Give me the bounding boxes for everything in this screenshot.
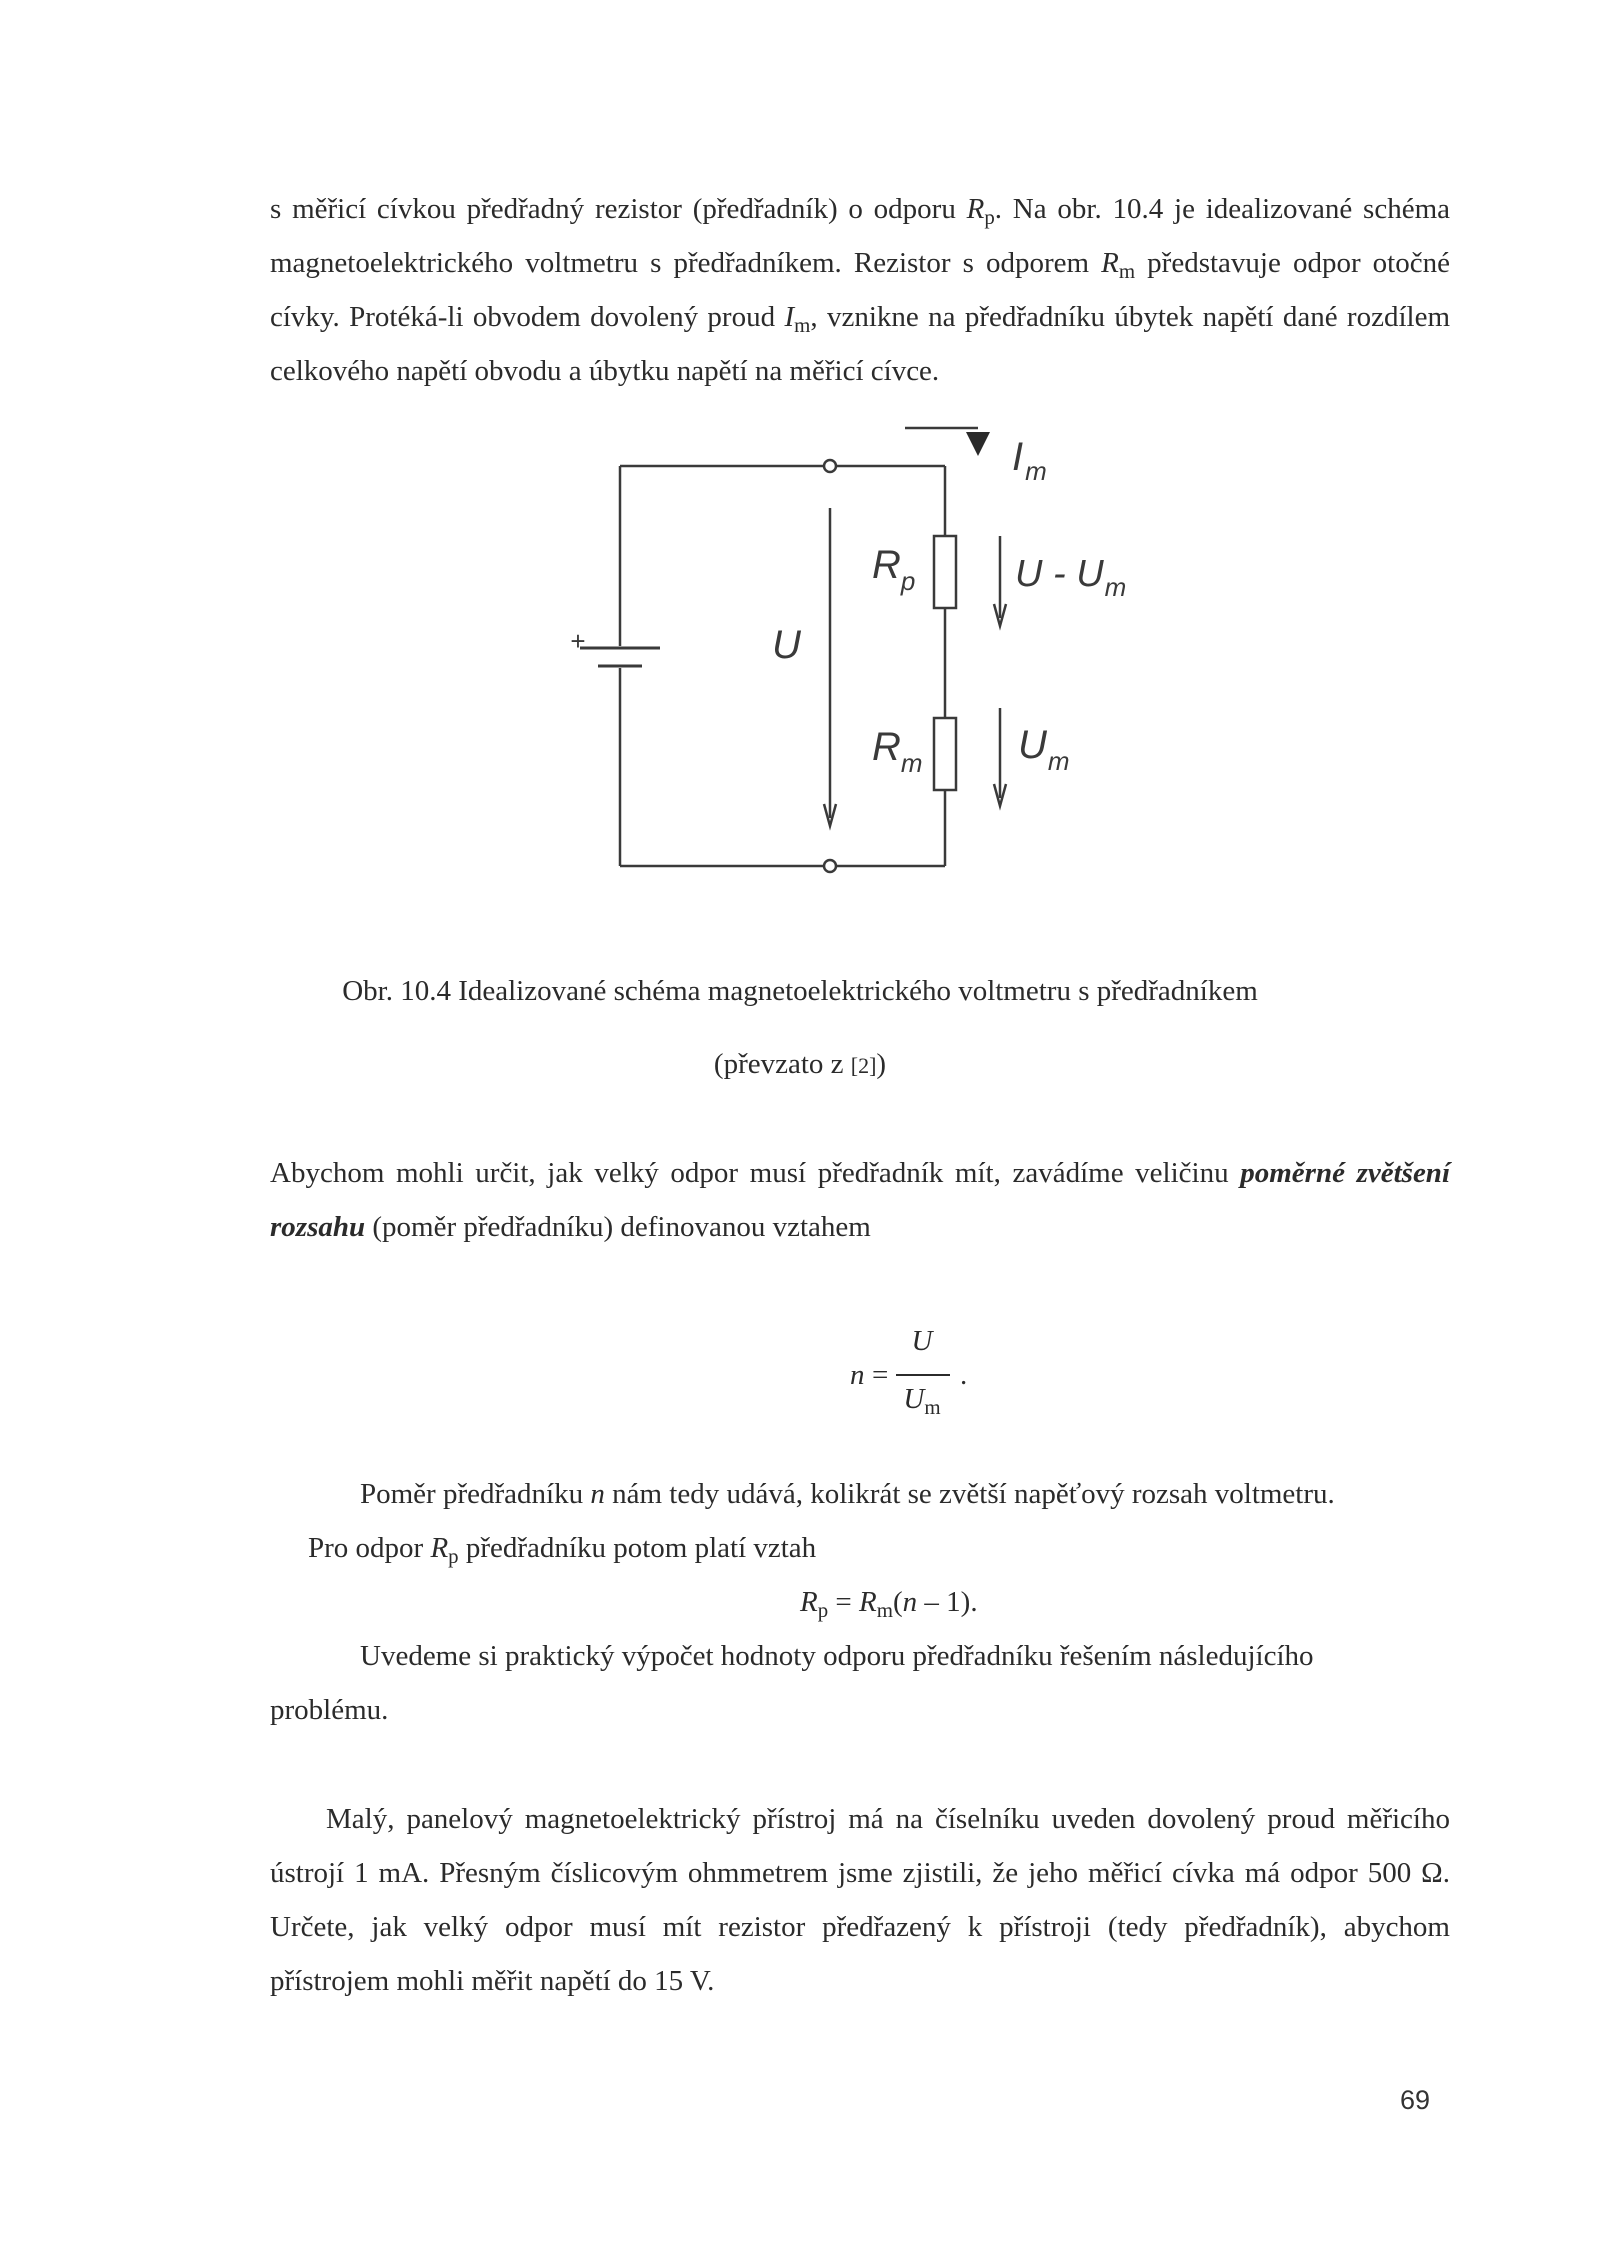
symbol-r: R bbox=[1101, 247, 1119, 279]
eq-sign: = bbox=[872, 1359, 889, 1391]
symbol-i: I bbox=[784, 301, 795, 333]
figure-caption: Obr. 10.4 Idealizované schéma magnetoelektrického voltmetru s předřadníkem bbox=[342, 975, 1258, 1007]
symbol-r: R bbox=[966, 193, 985, 225]
current-arrowhead bbox=[966, 432, 990, 456]
label-i-sub: m bbox=[1025, 456, 1047, 486]
subscript-m: m bbox=[1118, 258, 1136, 283]
terminal-top bbox=[824, 460, 836, 472]
eq-end: . bbox=[960, 1359, 968, 1391]
terminal-bottom bbox=[824, 860, 836, 872]
term-bold: poměrné zvětšení rozsahu bbox=[270, 1157, 1450, 1243]
label-rp-sub: p bbox=[900, 566, 916, 596]
svg-text:U - Um bbox=[1015, 553, 1126, 602]
equation-ratio bbox=[850, 1325, 990, 1435]
label-u-um: U - U bbox=[1015, 553, 1104, 595]
svg-text:Im bbox=[1012, 435, 1047, 486]
label-u-um-sub: m bbox=[1104, 572, 1127, 602]
figure-caption-source: (převzato z [2]) bbox=[713, 1048, 887, 1080]
label-rm: R bbox=[872, 725, 901, 769]
label-um-sub: m bbox=[1047, 746, 1070, 776]
resistor-rp bbox=[934, 536, 956, 608]
label-rm-sub: m bbox=[900, 748, 923, 778]
eq-numerator: U bbox=[911, 1325, 933, 1357]
intro-paragraph: s měřicí cívkou předřadný rezistor (předřadník) o odporu $R_p$. Na obr. 10.4 je idealizované schéma magnetoelektrického voltmetru s předřadníkem. Rezistor s odporem $R_m$ představuje odpor otočné cívky. Protéká-li obvodem dovolený proud $I_m$, vznikne na předřadníku úbytek napětí dané rozdílem celkového napětí obvodu a úbytku napětí na měřicí cívce. bbox=[270, 193, 1451, 387]
practical-intro-line1: Uvedeme si praktický výpočet hodnoty odporu předřadníku řešením následujícího bbox=[360, 1640, 1314, 1672]
label-u: U bbox=[772, 623, 801, 667]
label-um: U bbox=[1018, 723, 1047, 767]
battery-plus-label: + bbox=[570, 626, 586, 656]
ratio-explanation: Poměr předřadníku n nám tedy udává, kolikrát se zvětší napěťový rozsah voltmetru. bbox=[360, 1478, 1335, 1510]
rp-intro: Pro odpor $R_p$ předřadníku potom platí vztah bbox=[308, 1532, 817, 1568]
eq-denominator: $U_m$ bbox=[903, 1383, 941, 1419]
label-rp: R bbox=[872, 543, 901, 587]
reference-link[interactable]: [2] bbox=[850, 1053, 877, 1078]
svg-text:Um bbox=[1018, 723, 1070, 776]
page-number: 69 bbox=[1400, 2085, 1431, 2115]
equation-rp: $R_p = R_m(n - 1)$. bbox=[800, 1586, 978, 1622]
subscript-m: m bbox=[794, 312, 811, 337]
svg-text:Rp bbox=[872, 543, 915, 596]
definition-paragraph: Abychom mohli určit, jak velký odpor musí předřadník mít, zavádíme veličinu poměrné zvětšení rozsahu (poměr předřadníku) definovanou vztahem bbox=[270, 1157, 1450, 1243]
label-i: I bbox=[1012, 435, 1024, 479]
fraction-bar bbox=[896, 1374, 950, 1376]
circuit-diagram bbox=[560, 418, 1160, 918]
problem-paragraph: Malý, panelový magnetoelektrický přístroj má na číselníku uveden dovolený proud měřicího ústrojí 1 mA. Přesným číslicovým ohmmetrem jsme zjistili, že jeho měřicí cívka má odpor 500 Ω. Určete, jak velký odpor musí mít rezistor předřazený k přístroji (tedy předřadník), abychom přístrojem mohli měřit napětí do 15 V. bbox=[270, 1803, 1450, 1997]
subscript-p: p bbox=[984, 204, 995, 229]
resistor-rm bbox=[934, 718, 956, 790]
practical-intro-line2: problému. bbox=[270, 1694, 389, 1726]
svg-text:Rm bbox=[872, 725, 923, 778]
eq-lhs: n bbox=[850, 1359, 865, 1391]
